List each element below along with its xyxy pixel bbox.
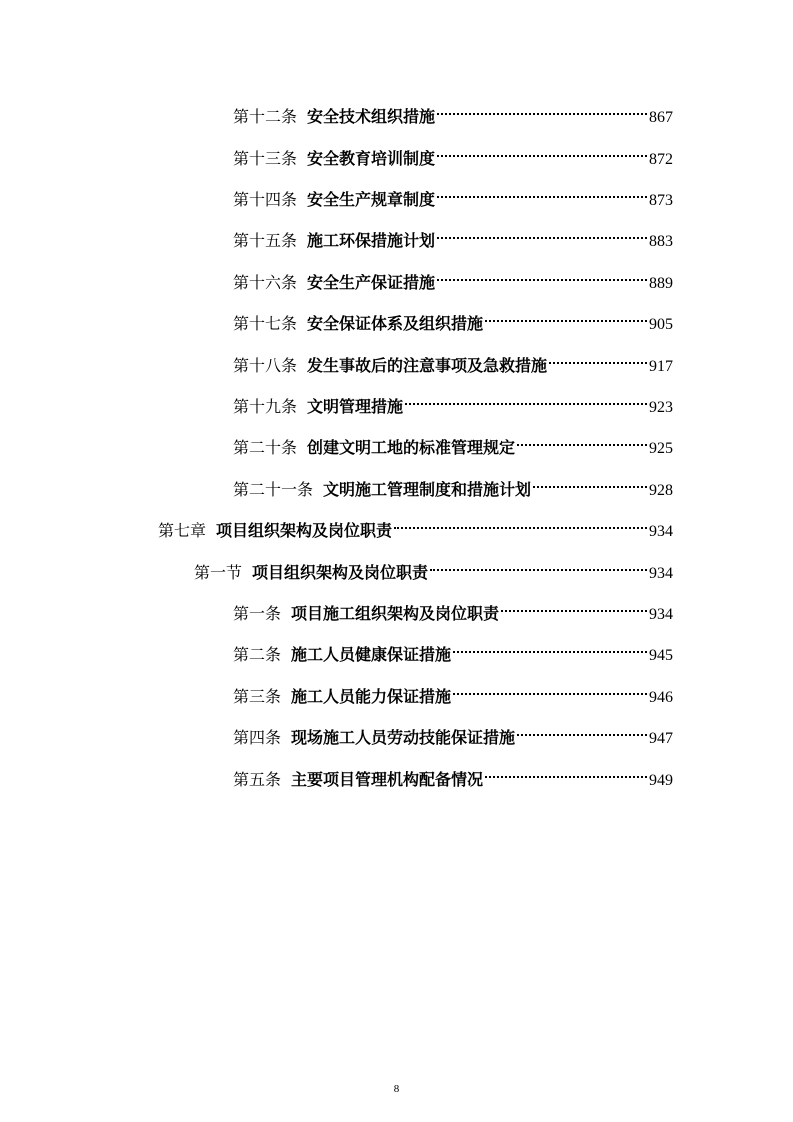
toc-entry-page: 934	[649, 565, 673, 582]
toc-leader-dots	[437, 179, 647, 205]
toc-entry-chapter[interactable]	[158, 510, 673, 540]
toc-entry-page: 949	[649, 772, 673, 789]
toc-entry-section[interactable]	[194, 552, 673, 582]
toc-entry-number: 第十三条	[233, 149, 298, 168]
toc-entry-number: 第十九条	[233, 397, 298, 416]
toc-entry-number: 第一节	[194, 563, 243, 582]
toc-leader-dots	[453, 676, 647, 702]
toc-entry[interactable]	[233, 759, 673, 789]
toc-entry-number: 第五条	[233, 770, 282, 789]
toc-leader-dots	[549, 345, 647, 371]
toc-entry-page: 947	[649, 730, 673, 747]
toc-entry-number: 第十四条	[233, 190, 298, 209]
toc-entry[interactable]	[233, 96, 673, 126]
toc-entry-number: 第七章	[158, 521, 207, 540]
toc-entry-page: 923	[649, 399, 673, 416]
toc-entry-page: 928	[649, 482, 673, 499]
toc-entry[interactable]	[233, 220, 673, 250]
toc-entry[interactable]	[233, 386, 673, 416]
toc-entry-title: 安全保证体系及组织措施	[307, 314, 484, 333]
toc-entry-number: 第二十条	[233, 438, 298, 457]
toc-leader-dots	[517, 427, 647, 453]
toc-entry-title: 施工人员能力保证措施	[291, 687, 452, 706]
toc-entry-number: 第十七条	[233, 314, 298, 333]
toc-entry-number: 第十五条	[233, 231, 298, 250]
toc-entry[interactable]	[233, 717, 673, 747]
toc-entry[interactable]	[233, 179, 673, 209]
toc-entry-page: 883	[649, 233, 673, 250]
toc-entry-page: 946	[649, 689, 673, 706]
toc-entry-page: 867	[649, 109, 673, 126]
toc-entry-title: 安全技术组织措施	[307, 107, 436, 126]
toc-entry[interactable]	[233, 634, 673, 664]
toc-entry-title: 安全生产规章制度	[307, 190, 436, 209]
toc-leader-dots	[437, 138, 647, 164]
toc-entry-page: 934	[649, 523, 673, 540]
toc-entry-page: 925	[649, 440, 673, 457]
toc-leader-dots	[394, 510, 647, 536]
toc-leader-dots	[501, 593, 647, 619]
toc-entry[interactable]	[233, 469, 673, 499]
toc-entry-title: 安全生产保证措施	[307, 273, 436, 292]
toc-leader-dots	[437, 96, 647, 122]
toc-entry-number: 第四条	[233, 728, 282, 747]
toc-leader-dots	[430, 552, 647, 578]
toc-entry-title: 施工环保措施计划	[307, 231, 436, 250]
toc-entry[interactable]	[233, 138, 673, 168]
toc-entry-number: 第二十一条	[233, 480, 314, 499]
toc-leader-dots	[437, 220, 647, 246]
page-number: 8	[393, 1083, 400, 1095]
toc-leader-dots	[437, 262, 647, 288]
toc-leader-dots	[453, 634, 647, 660]
toc-entry[interactable]	[233, 262, 673, 292]
toc-entry-page: 934	[649, 606, 673, 623]
toc-leader-dots	[485, 759, 647, 785]
toc-entry-number: 第十六条	[233, 273, 298, 292]
toc-entry[interactable]	[233, 427, 673, 457]
toc-entry-page: 905	[649, 316, 673, 333]
toc-entry[interactable]	[233, 303, 673, 333]
toc-entry-page: 889	[649, 275, 673, 292]
toc-entry-title: 发生事故后的注意事项及急救措施	[307, 356, 548, 375]
toc-entry-page: 873	[649, 192, 673, 209]
toc-entry-title: 项目施工组织架构及岗位职责	[291, 604, 500, 623]
toc-entry-page: 872	[649, 151, 673, 168]
toc-entry-number: 第十二条	[233, 107, 298, 126]
toc-entry[interactable]	[233, 676, 673, 706]
toc-entry-page: 945	[649, 647, 673, 664]
toc-entry[interactable]	[233, 593, 673, 623]
toc-entry-title: 施工人员健康保证措施	[291, 645, 452, 664]
toc-entry-number: 第三条	[233, 687, 282, 706]
toc-entry-title: 项目组织架构及岗位职责	[216, 521, 393, 540]
toc-entry-title: 项目组织架构及岗位职责	[252, 563, 429, 582]
toc-entry-page: 917	[649, 358, 673, 375]
toc-entry-title: 文明施工管理制度和措施计划	[323, 480, 532, 499]
toc-entry-number: 第一条	[233, 604, 282, 623]
toc-entry-title: 主要项目管理机构配备情况	[291, 770, 484, 789]
toc-leader-dots	[485, 303, 647, 329]
toc-entry-number: 第二条	[233, 645, 282, 664]
toc-entry-title: 文明管理措施	[307, 397, 404, 416]
toc-leader-dots	[517, 717, 647, 743]
toc-entry-number: 第十八条	[233, 356, 298, 375]
toc-leader-dots	[405, 386, 647, 412]
toc-entry-title: 安全教育培训制度	[307, 149, 436, 168]
toc-entry-title: 现场施工人员劳动技能保证措施	[291, 728, 516, 747]
toc-entry-title: 创建文明工地的标准管理规定	[307, 438, 516, 457]
toc-entry[interactable]	[233, 345, 673, 375]
toc-leader-dots	[533, 469, 647, 495]
